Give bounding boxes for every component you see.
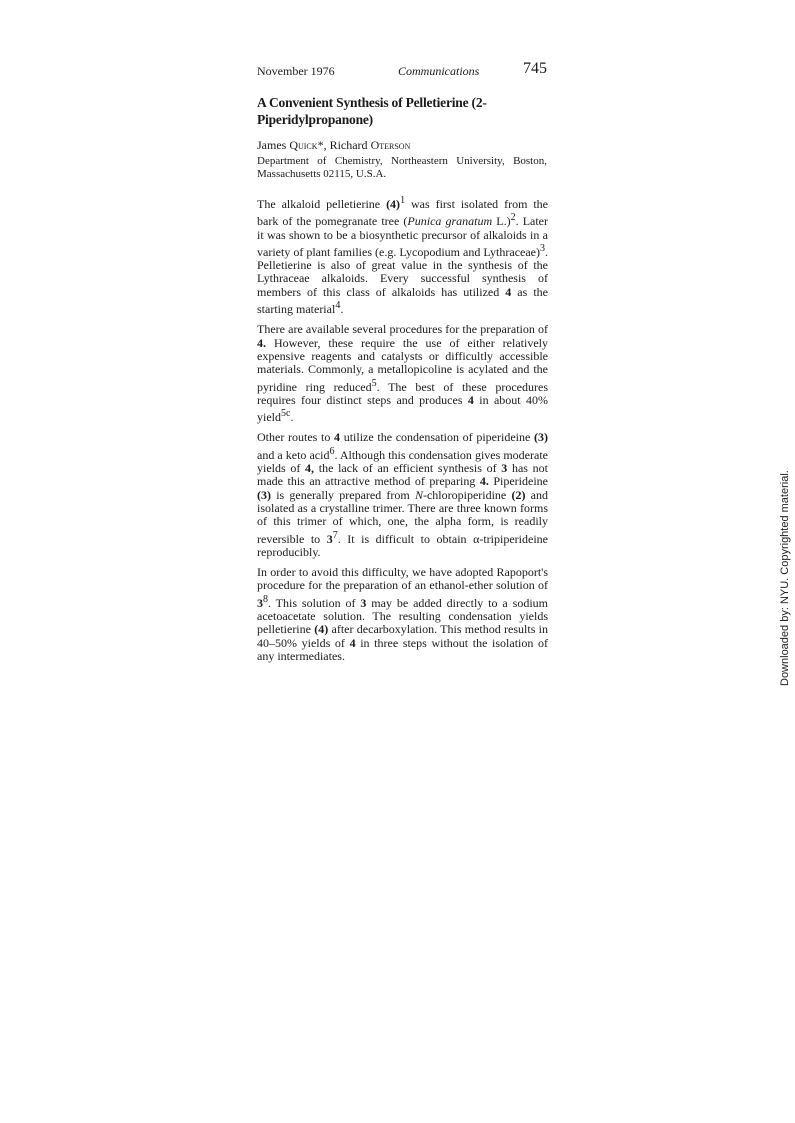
paragraph-2: There are available several procedures for the preparation of 4. However, these require the use of either relatively expensive reagents and catalysts or difficultly accessible materials. Commonly, a metallopicoline is acylated and the pyridine ring reduced$^5$. The best of these procedures requires four distinct steps and produces 4 in about 40% yield$^{5c}$.	[257, 322, 549, 425]
header-section: Communications	[398, 64, 480, 78]
download-notice: Downloaded by: NYU. Copyrighted material.	[779, 470, 791, 686]
article-body	[257, 194, 548, 670]
author-1-mark: *,	[317, 138, 330, 152]
paragraph-3: Other routes to 4 utilize the condensation of piperideine (3) and a keto acid$^6$. Although this condensation gives moderate yields of 4, the lack of an efficient synthesis of 3 has not made this an attractive method of preparing 4. Piperideine (3) is generally prepared from N-chloropiperidine (2) and isolated as a crystalline trimer. There are three known forms of this trimer of which, one, the alpha form, is readily reversible to $3^7$. It is difficult to obtain α-tripiperideine reproducibly.	[257, 430, 549, 559]
affiliation: Department of Chemistry, Northeastern University, Boston, Massachusetts 02115, U.S.A.	[257, 155, 547, 180]
author-2-first: Richard	[329, 138, 371, 152]
header-date: November 1976	[257, 64, 335, 78]
paragraph-4: In order to avoid this difficulty, we have adopted Rapoport's procedure for the preparation of an ethanol-ether solution of $3^8$. This solution of 3 may be added directly to a sodium acetoacetate solution. The resulting condensation yields pelletierine (4) after decarboxylation. This method results in 40–50% yields of 4 in three steps without the isolation of any intermediates.	[257, 565, 549, 663]
author-1-last: Quick	[289, 138, 318, 152]
paragraph-1: The alkaloid pelletierine $(4)^1$ was first isolated from the bark of the pomegranate tree (Punica granatum L.)$^2$. Later it was shown to be a biosynthetic precursor of alkaloids in a variety of plant families (e.g. Lycopodium and Lythraceae)$^3$. Pelletierine is also of great value in the synthesis of the Lythraceae alkaloids. Every successful synthesis of members of this class of alkaloids has utilized 4 as the starting material$^4$.	[257, 195, 548, 317]
author-line	[257, 138, 410, 153]
page-number: 745	[523, 60, 547, 77]
article-title: A Convenient Synthesis of Pelletierine (2-Piperidylpropanone)	[257, 95, 487, 127]
running-header	[257, 62, 547, 82]
author-1-first: James	[257, 138, 290, 152]
author-2-last: Oterson	[370, 138, 411, 152]
